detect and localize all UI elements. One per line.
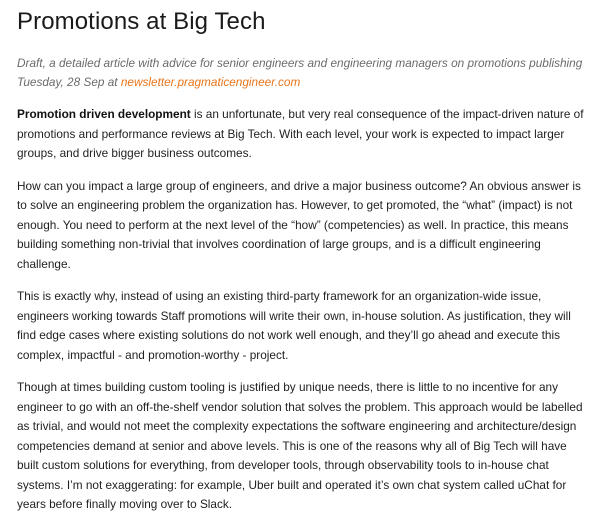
newsletter-link[interactable]: newsletter.pragmaticengineer.com [120,75,301,89]
paragraph-1-rest: is an unfortunate, but very real consequence of the impact-driven nature of promotions and performance reviews at Big Tech. With each level, your work is expected to impact larger groups, and drive bigger business outcomes. [17,107,584,160]
paragraph-1 [17,105,589,164]
article [17,6,589,515]
article-title: Promotions at Big Tech [17,8,266,35]
paragraph-2: How can you impact a large group of engineers, and drive a major business outcome? An obvious answer is to solve an engineering problem the organization has. However, to get promoted, the “what” (impact) is not enough. You need to perform at the next level of the “how” (competencies) as well. In practice, this means building something non-trivial that involves coordination of large groups, and is a difficult engineering challenge. [17,178,581,271]
paragraph-1-bold: Promotion driven development [17,107,191,121]
draft-intro-text: Draft, a detailed article with advice for senior engineers and engineering managers on promotions publishing Tuesday, 28 Sep at [17,56,583,89]
draft-intro [17,54,589,92]
paragraph-4: Though at times building custom tooling is justified by unique needs, there is little to no incentive for any engineer to go with an off-the-shelf vendor solution that solves the problem. This approach would be labelled as trivial, and would not meet the complexity expectations the software engineering and architecture/design competencies demand at senior and above levels. This is one of the reasons why all of Big Tech will have built custom solutions for everything, from developer tools, through observability tools to in-house chat systems. I’m not exaggerating: for example, Uber built and operated it’s own chat system called uChat for years before finally moving over to Slack. [17,380,583,511]
paragraph-3: This is exactly why, instead of using an existing third-party framework for an organization-wide issue, engineers working towards Staff promotions will write their own, in-house solution. As justification, they will find edge cases where existing solutions do not work well enough, and they’ll go ahead and execute this complex, impactful - and promotion-worthy - project. [17,289,571,362]
